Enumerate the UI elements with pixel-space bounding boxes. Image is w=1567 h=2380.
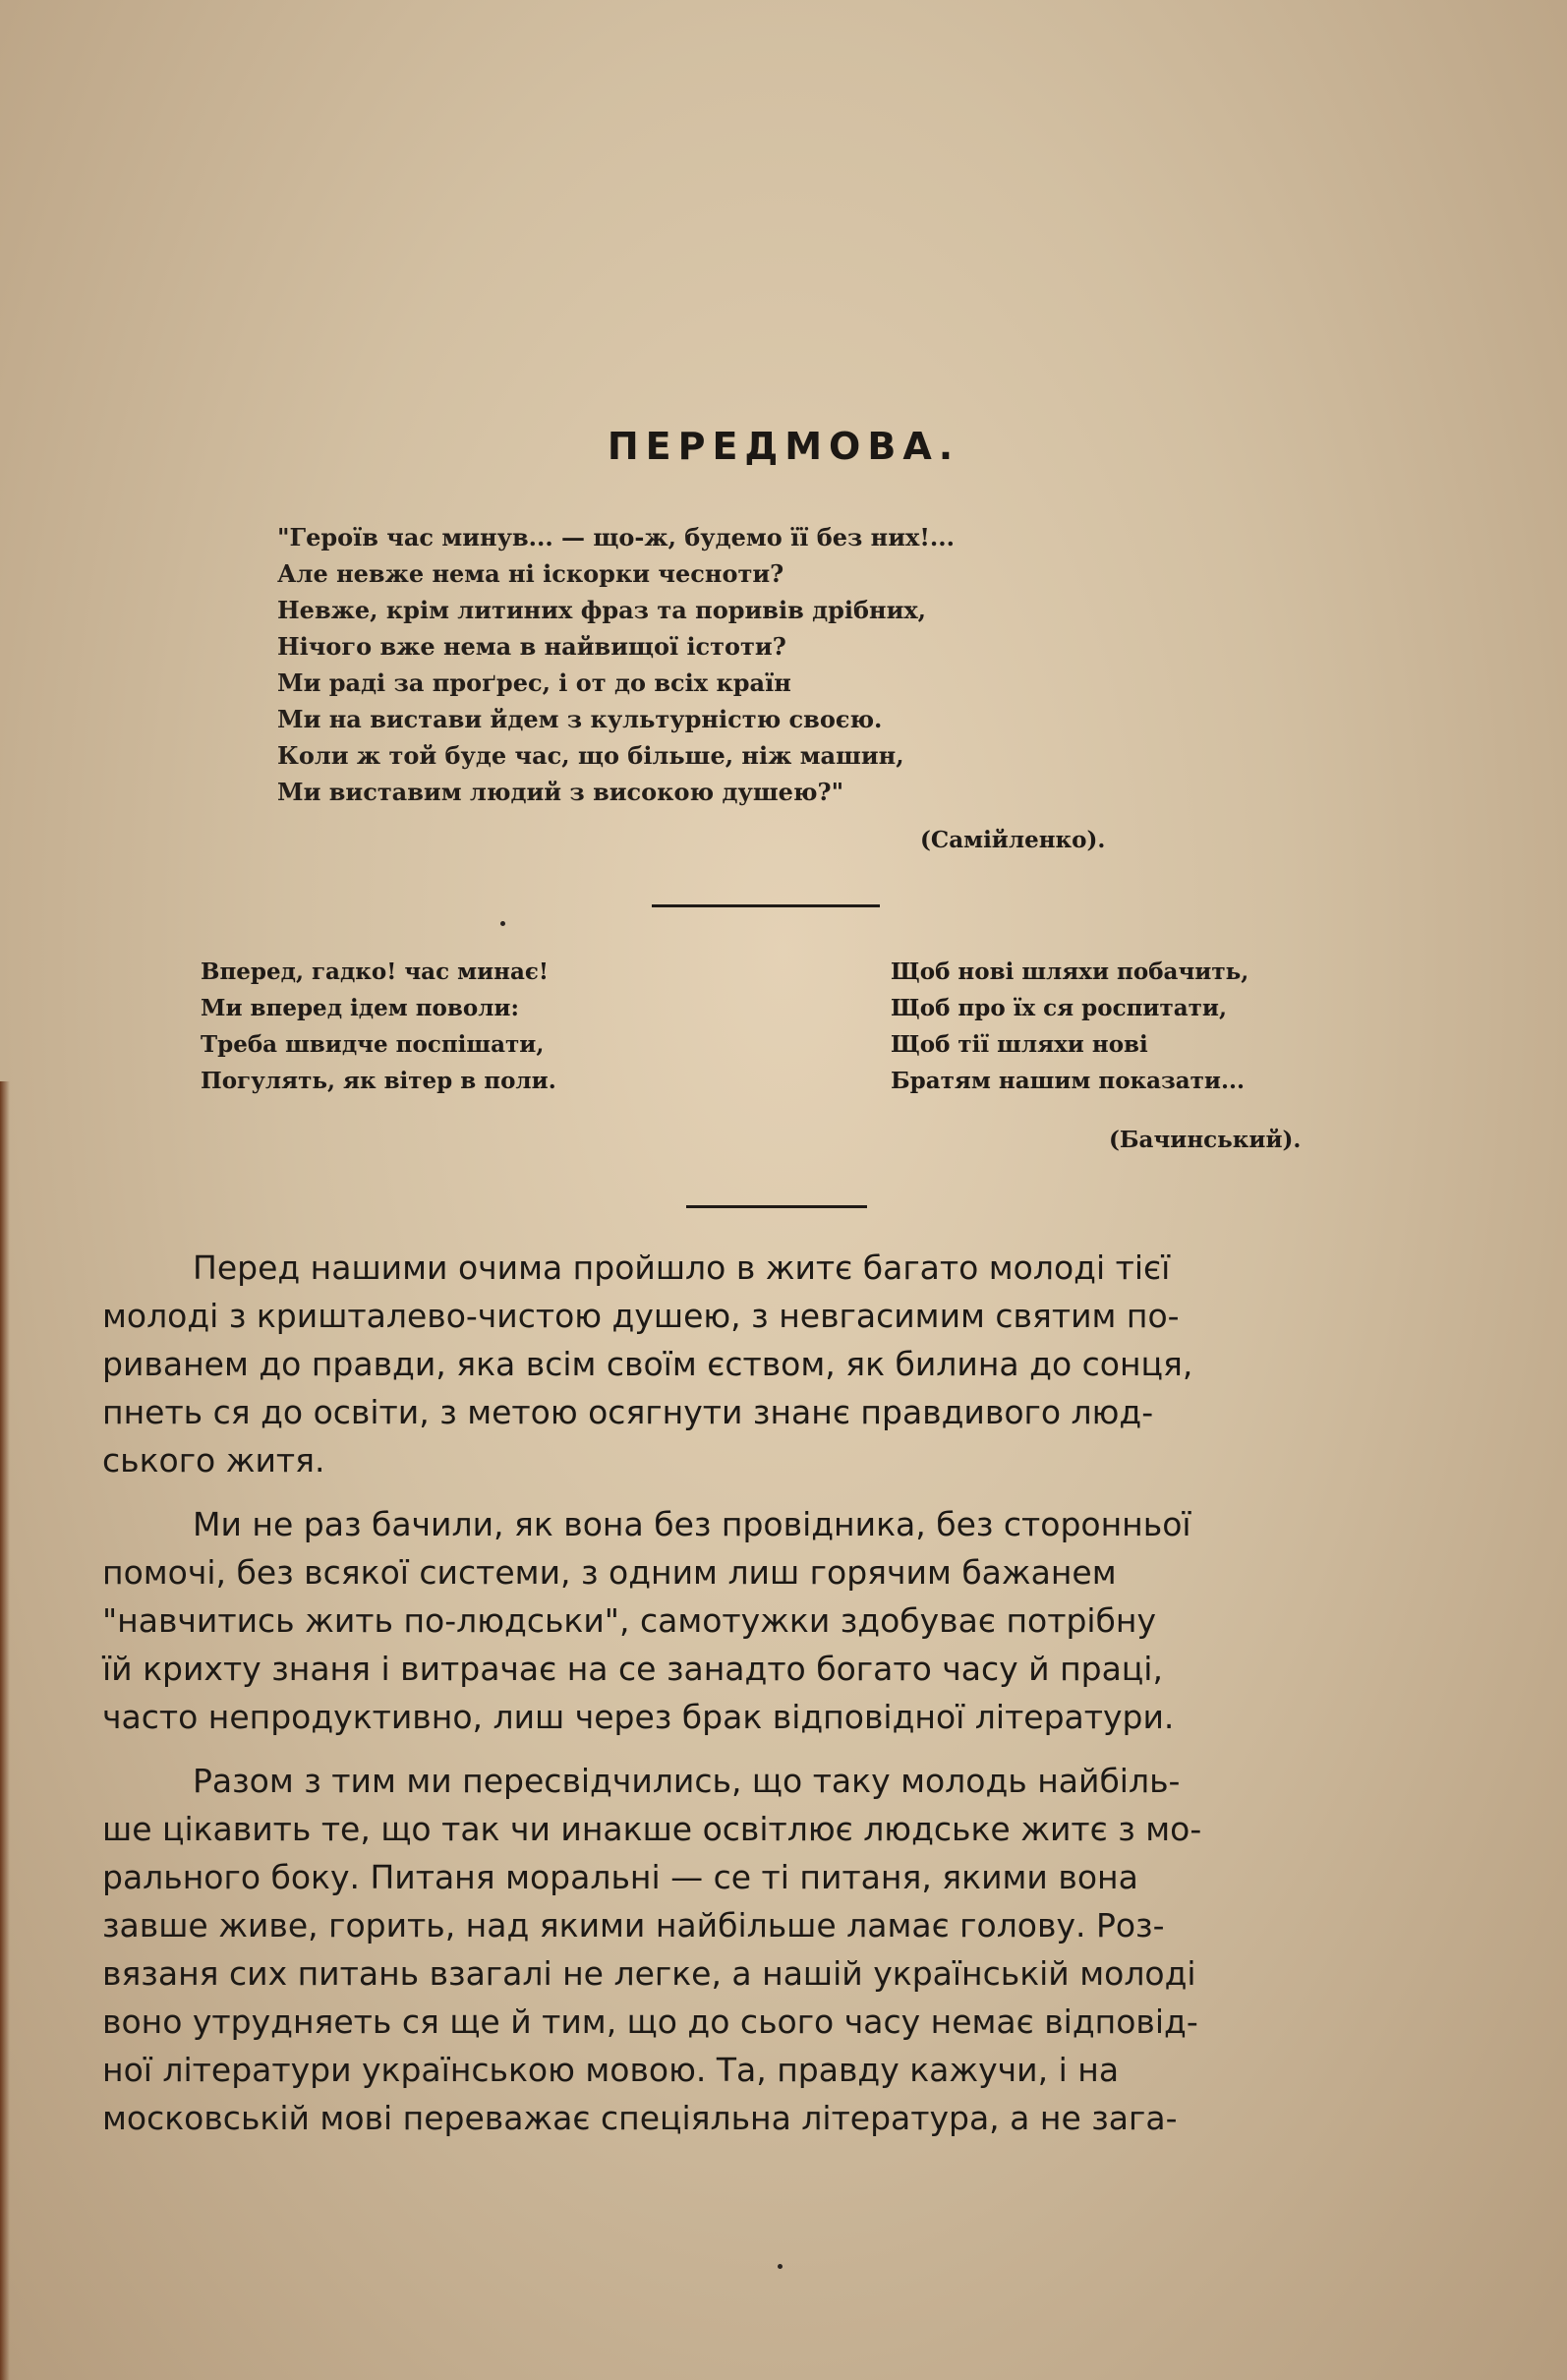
text-line: Перед нашими очима пройшло в житє багато молоді тієї [193,1248,1171,1287]
verse-line: Щоб тії шляхи нові [891,1031,1148,1058]
verse-line: Нічого вже нема в найвищої істоти? [277,632,786,661]
text-line: Разом з тим ми пересвідчились, що таку молодь найбіль- [193,1762,1181,1800]
page-title: ПЕРЕДМОВА. [607,425,960,468]
text-line: ної літератури українською мовою. Та, правду кажучи, і на [102,2051,1120,2089]
paragraph [102,1500,1449,1741]
verse-line: Треба швидче поспішати, [201,1031,545,1058]
ink-speck [500,921,505,926]
verse-line: Але невже нема ні іскорки чесноти? [277,559,784,588]
text-line: пнеть ся до освіти, з метою осягнути знанє правдивого люд- [102,1393,1154,1431]
paragraph [102,1757,1449,2142]
verse-line: Погулять, як вітер в поли. [201,1068,556,1094]
text-line: молоді з кришталево-чистою душею, з невгасимим святим по- [102,1297,1180,1335]
verse-line: Братям нашим показати... [891,1068,1245,1094]
epigraph-attribution: (Самійленко). [920,827,1106,853]
verse-line: Ми раді за проґрес, і от до всіх країн [277,668,791,697]
text-line: "навчитись жить по-людськи", самотужки здобуває потрібну [102,1601,1157,1640]
page-edge-shadow [0,1081,10,2380]
text-line: Ми не раз бачили, як вона без провідника, без сторонньої [193,1505,1191,1543]
epigraph-samiilenko [277,519,1142,810]
paragraph [102,1244,1449,1484]
verse-line: Коли ж той буде час, що більше, ніж машин, [277,741,904,770]
text-line: ше цікавить те, що так чи инакше освітлює людське житє з мо- [102,1810,1202,1848]
verse-line: Щоб нові шляхи побачить, [891,958,1249,985]
verse-line: Вперед, гадко! час минає! [201,958,549,985]
text-line: московській мові переважає спеціяльна література, а не зага- [102,2099,1178,2137]
text-line: ського житя. [102,1441,325,1480]
text-line: риванем до правди, яка всім своїм єством, як билина до сонця, [102,1345,1193,1383]
epigraph-attribution: (Бачинський). [1109,1127,1302,1153]
text-line: часто непродуктивно, лиш через брак відповідної літератури. [102,1698,1175,1736]
verse-line: Невже, крім литиних фраз та поривів дрібних, [277,596,927,624]
epigraph-bachynskyi-right [891,954,1363,1099]
verse-line: "Героїв час минув... — що-ж, будемо її без них!... [277,523,955,551]
divider-rule [652,904,880,907]
verse-line: Ми виставим людий з високою душею?" [277,778,844,806]
text-line: рального боку. Питаня моральні — се ті питаня, якими вона [102,1858,1138,1896]
verse-line: Ми на вистави йдем з культурністю своєю. [277,705,883,733]
text-line: воно утрудняеть ся ще й тим, що до сього часу немає відповід- [102,2003,1198,2041]
divider-rule [686,1205,867,1208]
epigraph-bachynskyi-left [201,954,672,1099]
text-line: вязаня сих питань взагалі не легке, а нашій українській молоді [102,1954,1196,1993]
ink-speck [778,2264,783,2269]
text-line: їй крихту знаня і витрачає на се занадто богато часу й праці, [102,1650,1163,1688]
verse-line: Щоб про їх ся роспитати, [891,995,1227,1021]
text-line: завше живе, горить, над якими найбільше ламає голову. Роз- [102,1906,1165,1945]
verse-line: Ми вперед ідем поволи: [201,995,519,1021]
text-line: помочі, без всякої системи, з одним лиш горячим бажанем [102,1553,1117,1592]
body-text [102,1244,1449,2158]
